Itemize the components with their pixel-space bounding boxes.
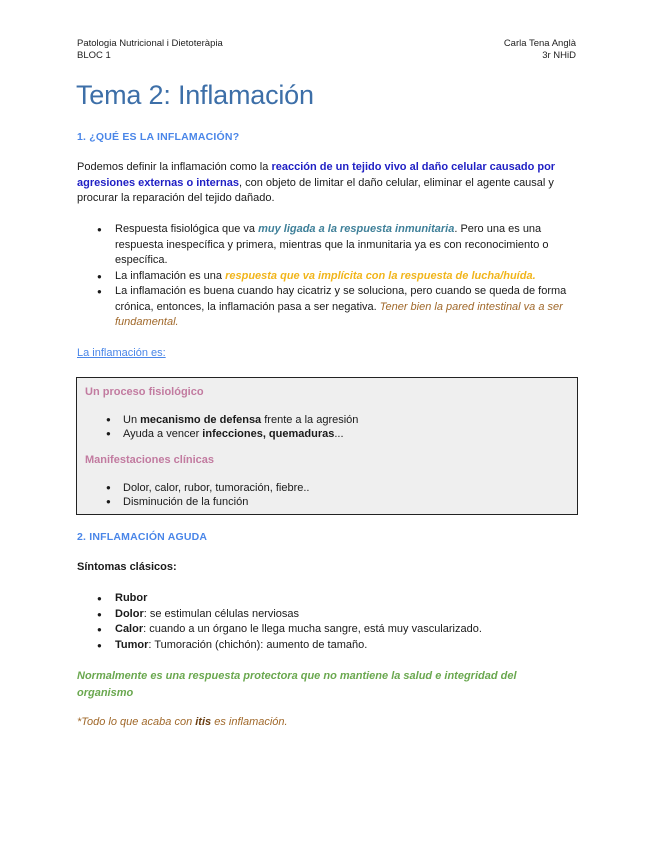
list-item — [97, 638, 572, 654]
item-text: Ayuda a vencer — [123, 428, 203, 440]
intro-paragraph — [77, 160, 577, 207]
symptom-desc: : cuando a un órgano le llega mucha sangre, está muy vascularizado. — [143, 623, 482, 635]
symptom-name: Dolor — [115, 607, 144, 620]
list-item — [97, 269, 572, 285]
inflammation-link[interactable]: La inflamación es: — [77, 347, 166, 359]
note-text: *Todo lo que acaba con — [77, 716, 196, 728]
bullet-highlight: Tener bien la pared intestinal va a ser fundamental. — [115, 300, 563, 328]
list-item — [97, 284, 572, 331]
list-item — [97, 591, 572, 607]
symptom-name: Rubor — [115, 592, 148, 604]
list-item — [97, 607, 572, 623]
symptom-desc: : se estimulan células nerviosas — [143, 607, 300, 620]
classic-symptoms-heading: Síntomas clásicos: — [77, 561, 177, 573]
page-title: Tema 2: Inflamación — [76, 80, 314, 110]
bullet-highlight: muy ligada a la respuesta inmunitaria — [258, 223, 455, 235]
intro-text-a: Podemos definir la inflamación como la — [77, 161, 272, 173]
block-label: BLOC 1 — [77, 50, 111, 61]
list-item — [97, 222, 572, 269]
note-bold: itis — [195, 716, 212, 728]
box-heading-manifestations: Manifestaciones clínicas — [85, 454, 214, 466]
protective-response-note: Normalmente es una respuesta protectora que no mantiene la salud e integridad del organismo — [77, 670, 517, 699]
item-bold: infecciones, quemaduras — [202, 428, 335, 440]
box-heading-physiological: Un proceso fisiológico — [85, 386, 204, 398]
section1-heading: 1. ¿QUÉ ES LA INFLAMACIÓN? — [77, 131, 240, 143]
course-year: 3r NHiD — [542, 50, 576, 61]
symptom-desc: : Tumoración (chichón): aumento de tamaño. — [148, 638, 368, 651]
box-list-2 — [106, 481, 309, 509]
bullet-text: . Pero una es una respuesta inespecífica y primera, mientras que la inmunitaria ya es con reconocimiento o específica. — [115, 223, 549, 266]
definition-box — [76, 377, 578, 515]
intro-text-c: , con objeto de limitar el daño celular, eliminar el agente causal y procurar la reparación del tejido dañado. — [77, 176, 554, 204]
symptoms-list — [97, 591, 572, 653]
bullet-text: Respuesta fisiológica que va — [115, 223, 259, 235]
course-name: Patologia Nutricional i Dietoteràpia — [77, 38, 223, 49]
itis-footnote — [77, 716, 288, 728]
item-text: ... — [334, 428, 344, 440]
box-list-1 — [106, 413, 358, 441]
author-name: Carla Tena Anglà — [503, 38, 576, 49]
list-item — [97, 622, 572, 638]
list-item — [106, 427, 358, 441]
section2-heading: 2. INFLAMACIÓN AGUDA — [77, 531, 208, 543]
header-left — [77, 38, 223, 62]
intro-highlight: reacción de un tejido vivo al daño celular causado por agresiones externas o internas — [77, 161, 556, 189]
section1-bullet-list — [97, 222, 572, 331]
bullet-highlight: respuesta que va implícita con la respuesta de lucha/huída. — [225, 269, 536, 282]
bullet-text: La inflamación es una — [115, 269, 226, 282]
list-item — [106, 413, 358, 427]
bullet-text: La inflamación es buena cuando hay cicatriz y se soluciona, pero cuando se queda de forma crónica, entonces, la inflamación pasa a ser negativa. — [115, 285, 567, 313]
note-text: es inflamación. — [211, 716, 288, 728]
item-text: Un — [123, 414, 141, 426]
list-item: ● Disminución de la función — [106, 495, 309, 509]
header-right — [504, 38, 576, 62]
list-item: ● Dolor, calor, rubor, tumoración, fiebre.. — [106, 481, 309, 495]
symptom-name: Calor — [115, 623, 144, 635]
item-bold: mecanismo de defensa — [140, 414, 262, 426]
symptom-name: Tumor — [115, 638, 149, 651]
item-text: frente a la agresión — [261, 414, 359, 426]
